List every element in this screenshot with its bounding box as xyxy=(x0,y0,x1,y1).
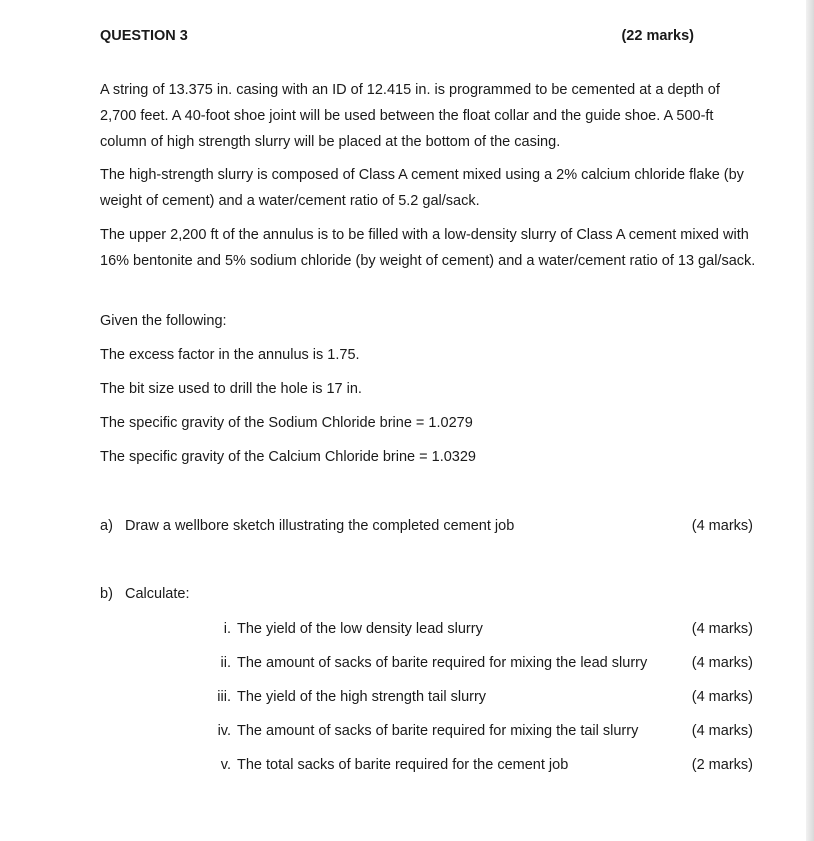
question-title: QUESTION 3 xyxy=(100,28,188,44)
part-b-item-text: The amount of sacks of barite required for mixing the lead slurry xyxy=(237,655,648,671)
question-total-marks: (22 marks) xyxy=(621,28,694,44)
question-header xyxy=(100,28,694,44)
part-b-item-number: ii. xyxy=(220,655,231,671)
page-edge-shadow xyxy=(806,0,814,841)
part-b-item-marks: (4 marks) xyxy=(691,621,753,637)
given-item: The excess factor in the annulus is 1.75. xyxy=(100,347,360,363)
given-item: The bit size used to drill the hole is 17 in. xyxy=(100,381,362,397)
part-b-item-number: i. xyxy=(223,621,231,637)
given-heading: Given the following: xyxy=(100,313,227,329)
paragraph-casing: A string of 13.375 in. casing with an ID of 12.415 in. is programmed to be cemented at a depth of 2,700 feet. A 40-foot shoe joint will be used between the float collar and the guide shoe. A 500-ft column of high strength slurry will be placed at the bottom of the casing. xyxy=(100,82,720,150)
part-b-item-text: The yield of the high strength tail slurry xyxy=(237,689,487,705)
part-b-item-number: iv. xyxy=(217,723,231,739)
part-b-item-number: iii. xyxy=(217,689,231,705)
part-b-item-marks: (4 marks) xyxy=(691,689,753,705)
paragraph-lead-slurry: The upper 2,200 ft of the annulus is to be filled with a low-density slurry of Class A cement mixed with 16% bentonite and 5% sodium chloride (by weight of cement) and a water/cement ratio of 13 gal/sack. xyxy=(100,227,756,269)
part-b-item-text: The amount of sacks of barite required for mixing the tail slurry xyxy=(237,723,639,739)
part-b-text: Calculate: xyxy=(125,586,190,602)
given-item: The specific gravity of the Calcium Chloride brine = 1.0329 xyxy=(100,449,476,465)
part-a-label: a) xyxy=(100,518,113,534)
part-a-text: Draw a wellbore sketch illustrating the completed cement job xyxy=(125,518,515,534)
part-b-item-text: The total sacks of barite required for the cement job xyxy=(237,757,569,773)
part-b-item-marks: (4 marks) xyxy=(691,655,753,671)
part-b-item-marks: (4 marks) xyxy=(691,723,753,739)
part-b-item-text: The yield of the low density lead slurry xyxy=(237,621,483,637)
part-a-marks: (4 marks) xyxy=(691,518,753,534)
part-b-item-marks: (2 marks) xyxy=(691,757,753,773)
part-b-item-number: v. xyxy=(220,757,231,773)
part-b-label: b) xyxy=(100,586,113,602)
given-item: The specific gravity of the Sodium Chloride brine = 1.0279 xyxy=(100,415,473,431)
paragraph-tail-slurry: The high-strength slurry is composed of Class A cement mixed using a 2% calcium chloride flake (by weight of cement) and a water/cement ratio of 5.2 gal/sack. xyxy=(100,167,744,209)
